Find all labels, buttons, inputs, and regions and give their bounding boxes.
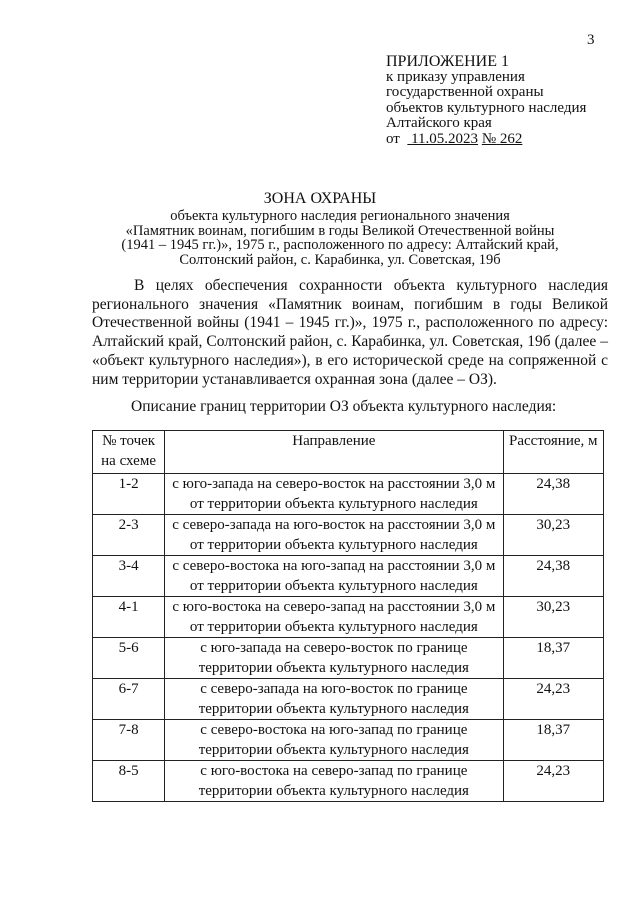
cell-distance: 24,38 <box>503 474 603 515</box>
cell-distance: 24,23 <box>503 679 603 720</box>
cell-distance: 24,23 <box>503 761 603 802</box>
cell-direction: с юго-востока на северо-запад на расстоянии 3,0 м от территории объекта культурного наследия <box>165 597 503 638</box>
cell-points: 4-1 <box>93 597 165 638</box>
table-row <box>93 556 604 597</box>
cell-direction: с северо-запада на юго-восток по границе территории объекта культурного наследия <box>165 679 503 720</box>
cell-direction: с юго-запада на северо-восток по границе территории объекта культурного наследия <box>165 638 503 679</box>
table-row <box>93 474 604 515</box>
cell-distance: 30,23 <box>503 515 603 556</box>
zone-title: ЗОНА ОХРАНЫ <box>263 190 377 207</box>
zone-subtitle-line: «Памятник воинам, погибшим в годы Великой Отечественной войны <box>125 222 555 239</box>
zone-subtitle-line: объекта культурного наследия регионального значения <box>170 208 510 224</box>
header-points: № точек на схеме <box>93 431 165 474</box>
intro-paragraph <box>92 277 608 389</box>
table-header-row <box>93 431 604 474</box>
cell-points: 7-8 <box>93 720 165 761</box>
cell-direction: с юго-востока на северо-запад по границе территории объекта культурного наследия <box>165 761 503 802</box>
appendix-title: ПРИЛОЖЕНИЕ 1 <box>386 53 510 70</box>
header-direction: Направление <box>165 431 503 474</box>
zone-subtitle-line: (1941 – 1945 гг.)», 1975 г., расположенного по адресу: Алтайский край, <box>121 237 559 253</box>
cell-direction: с северо-запада на юго-восток на расстоянии 3,0 м от территории объекта культурного наследия <box>165 515 503 556</box>
zone-subtitle <box>90 209 590 267</box>
cell-points: 1-2 <box>93 474 165 515</box>
zone-subtitle-line: Солтонский район, с. Карабинка, ул. Советская, 19б <box>179 251 501 268</box>
cell-direction: с северо-востока на юго-запад по границе территории объекта культурного наследия <box>165 720 503 761</box>
cell-points: 2-3 <box>93 515 165 556</box>
cell-distance: 30,23 <box>503 597 603 638</box>
table-row <box>93 761 604 802</box>
cell-points: 8-5 <box>93 761 165 802</box>
table-row <box>93 515 604 556</box>
appendix-block <box>386 54 586 147</box>
order-number: № 262 <box>481 130 523 147</box>
table-row <box>93 597 604 638</box>
cell-points: 5-6 <box>93 638 165 679</box>
cell-distance: 24,38 <box>503 556 603 597</box>
date-prefix: от <box>386 130 400 147</box>
cell-distance: 18,37 <box>503 720 603 761</box>
boundaries-table <box>92 430 604 802</box>
table-caption: Описание границ территории ОЗ объекта культурного наследия: <box>131 398 557 415</box>
table-row <box>93 720 604 761</box>
cell-points: 6-7 <box>93 679 165 720</box>
cell-points: 3-4 <box>93 556 165 597</box>
cell-direction: с северо-востока на юго-запад на расстоянии 3,0 м от территории объекта культурного наследия <box>165 556 503 597</box>
appendix-line: Алтайского края <box>386 115 492 131</box>
page-number: 3 <box>587 32 595 48</box>
header-distance: Расстояние, м <box>503 431 603 474</box>
table-row <box>93 638 604 679</box>
cell-direction: с юго-запада на северо-восток на расстоянии 3,0 м от территории объекта культурного наследия <box>165 474 503 515</box>
order-date: 11.05.2023 <box>411 130 479 147</box>
appendix-date-line <box>386 132 586 148</box>
appendix-line: государственной охраны <box>386 84 544 100</box>
appendix-line: к приказу управления <box>386 68 525 85</box>
cell-distance: 18,37 <box>503 638 603 679</box>
table-row <box>93 679 604 720</box>
paragraph-text: В целях обеспечения сохранности объекта культурного наследия регионального значения «Памятник воинам, погибшим в годы Великой Отечественной войны (1941 – 1945 гг.)», 1975 г., расположенного по адресу: Алтайский край, Солтонский район, с. Карабинка, ул. Советская, 19б (далее – «объект культурного наследия»), в его исторической среде на сопряженной с ним территории устанавливается охранная зона (далее – ОЗ). <box>92 277 608 388</box>
appendix-line: объектов культурного наследия <box>386 99 587 116</box>
